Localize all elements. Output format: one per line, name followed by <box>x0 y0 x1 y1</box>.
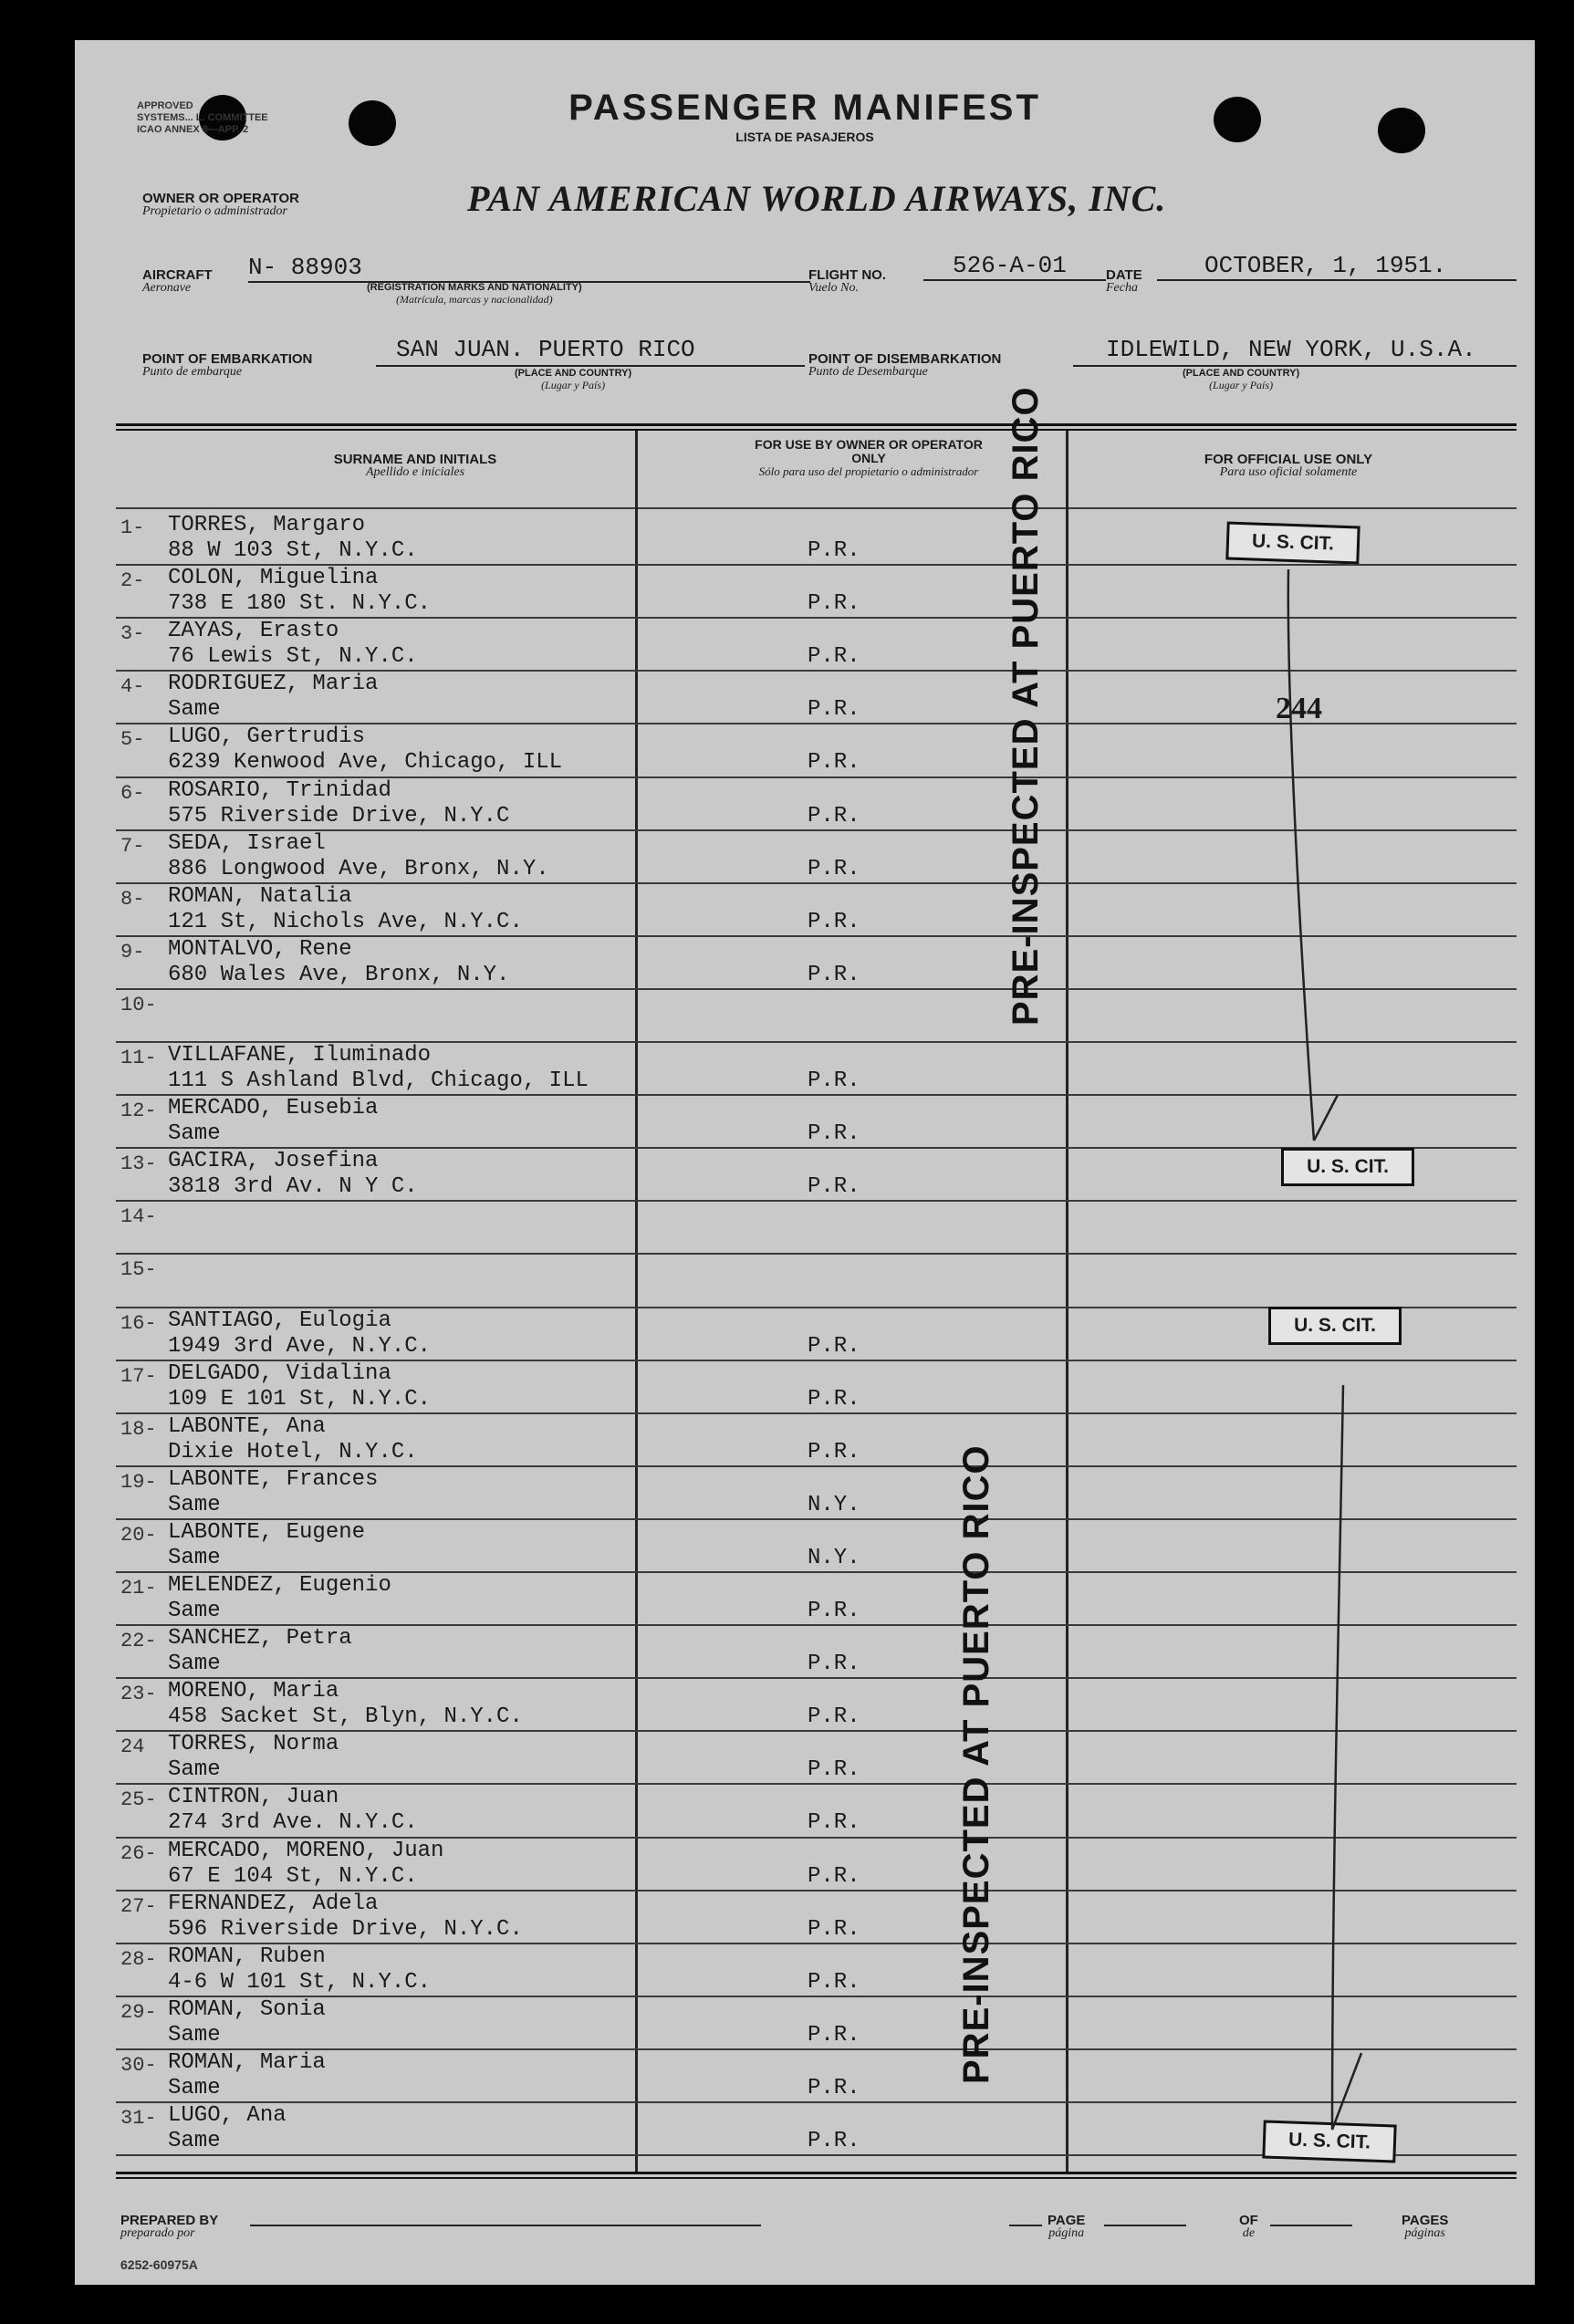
passenger-number: 20- <box>120 1524 157 1547</box>
embarkation-note: (PLACE AND COUNTRY) (Lugar y País) <box>515 368 632 391</box>
passenger-address: Same <box>168 2023 221 2048</box>
passenger-row <box>120 1467 1079 1520</box>
column-header-owner-use: FOR USE BY OWNER OR OPERATOR ONLY Sólo para uso del propietario o administrador <box>755 437 983 478</box>
passenger-code: P.R. <box>808 963 860 987</box>
passenger-address: Same <box>168 1546 221 1570</box>
passenger-row <box>120 1520 1079 1573</box>
embarkation-label: POINT OF EMBARKATION Punto de embarque <box>142 351 313 379</box>
disembarkation-label: POINT OF DISEMBARKATION Punto de Desembarque <box>808 351 1002 379</box>
passenger-number: 29- <box>120 2001 157 2024</box>
passenger-row <box>120 990 1079 1043</box>
disembarkation-value: IDLEWILD, NEW YORK, U.S.A. <box>1106 336 1476 363</box>
passenger-number: 21- <box>120 1577 157 1600</box>
passenger-address: 111 S Ashland Blvd, Chicago, ILL <box>168 1068 589 1093</box>
passenger-code: P.R. <box>808 1704 860 1729</box>
passenger-name: MERCADO, MORENO, Juan <box>168 1839 444 1863</box>
passenger-address: Same <box>168 1599 221 1623</box>
passenger-row <box>120 566 1079 619</box>
us-cit-stamp: U. S. CIT. <box>1262 2120 1396 2162</box>
passenger-code: P.R. <box>808 1174 860 1199</box>
passenger-address: Same <box>168 2129 221 2153</box>
passenger-code: P.R. <box>808 804 860 829</box>
passenger-number: 12- <box>120 1099 157 1122</box>
us-cit-stamp: U. S. CIT. <box>1281 1148 1414 1186</box>
passenger-code: P.R. <box>808 750 860 775</box>
passenger-address: 109 E 101 St, N.Y.C. <box>168 1387 432 1412</box>
passenger-number: 7- <box>120 835 145 858</box>
passenger-name: VILLAFANE, Iluminado <box>168 1043 432 1068</box>
passenger-number: 22- <box>120 1630 157 1652</box>
passenger-code: P.R. <box>808 1864 860 1889</box>
passenger-number: 23- <box>120 1683 157 1705</box>
passenger-number: 13- <box>120 1152 157 1175</box>
passenger-code: P.R. <box>808 1068 860 1093</box>
passenger-number: 27- <box>120 1895 157 1918</box>
passenger-name: ROMAN, Ruben <box>168 1944 326 1969</box>
passenger-number: 28- <box>120 1948 157 1971</box>
passenger-row <box>120 724 1079 777</box>
passenger-name: TORRES, Margaro <box>168 513 366 537</box>
passenger-address: 76 Lewis St, N.Y.C. <box>168 644 418 669</box>
passenger-code: P.R. <box>808 2023 860 2048</box>
passenger-address: Same <box>168 1652 221 1676</box>
passenger-number: 9- <box>120 941 145 964</box>
passenger-code: P.R. <box>808 538 860 563</box>
page-label: PAGE página <box>1048 2213 1086 2240</box>
passenger-name: SANTIAGO, Eulogia <box>168 1308 391 1333</box>
passenger-row <box>120 2103 1079 2156</box>
passenger-name: MERCADO, Eusebia <box>168 1096 379 1120</box>
passenger-number: 11- <box>120 1047 157 1069</box>
passenger-code: P.R. <box>808 857 860 881</box>
passenger-address: Dixie Hotel, N.Y.C. <box>168 1440 418 1464</box>
passenger-code: N.Y. <box>808 1493 860 1517</box>
passenger-row <box>120 619 1079 672</box>
passenger-name: LUGO, Ana <box>168 2103 287 2128</box>
passenger-name: GACIRA, Josefina <box>168 1149 379 1173</box>
prepared-by-label: PREPARED BY preparado por <box>120 2213 219 2240</box>
owner-value: PAN AMERICAN WORLD AIRWAYS, INC. <box>467 178 1167 219</box>
passenger-number: 24 <box>120 1735 145 1758</box>
passenger-number: 17- <box>120 1365 157 1388</box>
passenger-name: CINTRON, Juan <box>168 1785 339 1809</box>
passenger-name: LUGO, Gertrudis <box>168 724 366 749</box>
passenger-address: 274 3rd Ave. N.Y.C. <box>168 1810 418 1835</box>
passenger-name: FERNANDEZ, Adela <box>168 1892 379 1916</box>
passenger-number: 14- <box>120 1205 157 1228</box>
passenger-number: 19- <box>120 1471 157 1494</box>
passenger-number: 8- <box>120 888 145 911</box>
us-cit-stamp: U. S. CIT. <box>1268 1307 1402 1345</box>
passenger-code: P.R. <box>808 1757 860 1782</box>
us-cit-stamp: U. S. CIT. <box>1225 521 1360 564</box>
passenger-name: LABONTE, Eugene <box>168 1520 366 1545</box>
manifest-page <box>75 40 1535 2285</box>
approval-line: ICAO ANNEX 9—APP. 2 <box>137 124 249 135</box>
passenger-name: LABONTE, Frances <box>168 1467 379 1492</box>
passenger-row <box>120 1414 1079 1467</box>
passenger-row <box>120 672 1079 724</box>
passenger-address: 680 Wales Ave, Bronx, N.Y. <box>168 963 510 987</box>
passenger-code: P.R. <box>808 1652 860 1676</box>
passenger-row <box>120 1679 1079 1732</box>
passenger-code: P.R. <box>808 2129 860 2153</box>
passenger-code: N.Y. <box>808 1546 860 1570</box>
passenger-row <box>120 1096 1079 1149</box>
count-stamp: 244 <box>1276 692 1322 725</box>
passenger-address: 738 E 180 St. N.Y.C. <box>168 591 432 616</box>
aircraft-label: AIRCRAFT Aeronave <box>142 267 213 295</box>
passenger-address: Same <box>168 1121 221 1146</box>
passenger-number: 2- <box>120 569 145 592</box>
passenger-address: 886 Longwood Ave, Bronx, N.Y. <box>168 857 549 881</box>
passenger-address: 4-6 W 101 St, N.Y.C. <box>168 1970 432 1995</box>
passenger-code: P.R. <box>808 1440 860 1464</box>
passenger-address: 3818 3rd Av. N Y C. <box>168 1174 418 1199</box>
passenger-name: SEDA, Israel <box>168 831 326 856</box>
approval-line: SYSTEMS... L. COMMITTEE <box>137 112 268 123</box>
passenger-row <box>120 1149 1079 1202</box>
passenger-address: 67 E 104 St, N.Y.C. <box>168 1864 418 1889</box>
passenger-address: Same <box>168 1493 221 1517</box>
form-number: 6252-60975A <box>120 2257 198 2272</box>
passenger-name: RODRIGUEZ, Maria <box>168 672 379 696</box>
passenger-number: 26- <box>120 1842 157 1865</box>
passenger-row <box>120 2050 1079 2103</box>
passenger-number: 31- <box>120 2107 157 2130</box>
passenger-row <box>120 1043 1079 1096</box>
passenger-number: 18- <box>120 1418 157 1441</box>
passenger-address: 1949 3rd Ave, N.Y.C. <box>168 1334 432 1359</box>
passenger-address: 88 W 103 St, N.Y.C. <box>168 538 418 563</box>
passenger-number: 25- <box>120 1788 157 1811</box>
passenger-number: 6- <box>120 782 145 805</box>
passenger-name: SANCHEZ, Petra <box>168 1626 352 1651</box>
passenger-row <box>120 778 1079 831</box>
passenger-name: TORRES, Norma <box>168 1732 339 1756</box>
passenger-code: P.R. <box>808 1121 860 1146</box>
date-value: OCTOBER, 1, 1951. <box>1204 252 1447 279</box>
preinspected-stamp-bottom: PRE-INSPECTED AT PUERTO RICO <box>956 1444 996 2084</box>
passenger-name: MORENO, Maria <box>168 1679 339 1704</box>
passenger-name: ZAYAS, Erasto <box>168 619 339 643</box>
passenger-number: 10- <box>120 994 157 1016</box>
passenger-number: 3- <box>120 622 145 645</box>
passenger-row <box>120 1997 1079 2050</box>
page-subtitle: LISTA DE PASAJEROS <box>735 130 874 144</box>
passenger-code: P.R. <box>808 1387 860 1412</box>
pages-label: PAGES páginas <box>1402 2213 1449 2240</box>
passenger-name: COLON, Miguelina <box>168 566 379 590</box>
passenger-number: 4- <box>120 675 145 698</box>
passenger-number: 1- <box>120 516 145 539</box>
passenger-row <box>120 1255 1079 1308</box>
passenger-row <box>120 1626 1079 1679</box>
preinspected-stamp-top: PRE-INSPECTED AT PUERTO RICO <box>1006 386 1046 1026</box>
of-label: OF de <box>1239 2213 1258 2240</box>
passenger-row <box>120 1944 1079 1997</box>
passenger-row <box>120 513 1079 566</box>
flight-value: 526-A-01 <box>953 252 1067 279</box>
passenger-number: 5- <box>120 728 145 751</box>
passenger-row <box>120 831 1079 884</box>
passenger-code: P.R. <box>808 1599 860 1623</box>
flight-label: FLIGHT NO. Vuelo No. <box>808 267 886 295</box>
passenger-address: 596 Riverside Drive, N.Y.C. <box>168 1917 523 1942</box>
passenger-address: Same <box>168 697 221 722</box>
passenger-name: DELGADO, Vidalina <box>168 1361 391 1386</box>
passenger-row <box>120 1308 1079 1361</box>
passenger-code: P.R. <box>808 1917 860 1942</box>
passenger-number: 15- <box>120 1258 157 1281</box>
passenger-number: 16- <box>120 1312 157 1335</box>
column-header-surname: SURNAME AND INITIALS Apellido e iniciales <box>333 452 497 479</box>
passenger-code: P.R. <box>808 2076 860 2100</box>
passenger-row <box>120 1892 1079 1944</box>
passenger-address: 458 Sacket St, Blyn, N.Y.C. <box>168 1704 523 1729</box>
passenger-code: P.R. <box>808 1334 860 1359</box>
passenger-row <box>120 884 1079 937</box>
passenger-address: Same <box>168 2076 221 2100</box>
disembarkation-note: (PLACE AND COUNTRY) (Lugar y País) <box>1183 368 1300 391</box>
passenger-row <box>120 1732 1079 1785</box>
passenger-name: LABONTE, Ana <box>168 1414 326 1439</box>
column-header-official: FOR OFFICIAL USE ONLY Para uso oficial solamente <box>1204 452 1373 479</box>
passenger-code: P.R. <box>808 644 860 669</box>
passenger-code: P.R. <box>808 1970 860 1995</box>
passenger-address: 575 Riverside Drive, N.Y.C <box>168 804 510 829</box>
page-title: PASSENGER MANIFEST <box>568 88 1041 128</box>
passenger-row <box>120 1785 1079 1838</box>
passenger-address: 6239 Kenwood Ave, Chicago, ILL <box>168 750 563 775</box>
passenger-code: P.R. <box>808 1810 860 1835</box>
approval-line: APPROVED <box>137 100 193 111</box>
date-label: DATE Fecha <box>1106 267 1142 295</box>
passenger-code: P.R. <box>808 697 860 722</box>
owner-label: OWNER OR OPERATOR Propietario o administrador <box>142 191 299 218</box>
aircraft-note: (REGISTRATION MARKS AND NATIONALITY) (Matrícula, marcas y nacionalidad) <box>367 282 582 306</box>
passenger-name: MONTALVO, Rene <box>168 937 352 962</box>
passenger-address: 121 St, Nichols Ave, N.Y.C. <box>168 910 523 934</box>
passenger-name: MELENDEZ, Eugenio <box>168 1573 391 1598</box>
passenger-code: P.R. <box>808 910 860 934</box>
passenger-row <box>120 1361 1079 1414</box>
passenger-name: ROSARIO, Trinidad <box>168 778 391 803</box>
passenger-row <box>120 1202 1079 1255</box>
passenger-row <box>120 1573 1079 1626</box>
passenger-code: P.R. <box>808 591 860 616</box>
passenger-name: ROMAN, Sonia <box>168 1997 326 2022</box>
passenger-name: ROMAN, Natalia <box>168 884 352 909</box>
aircraft-value: N- 88903 <box>248 254 362 281</box>
passenger-row <box>120 1839 1079 1892</box>
embarkation-value: SAN JUAN. PUERTO RICO <box>396 336 695 363</box>
passenger-address: Same <box>168 1757 221 1782</box>
passenger-name: ROMAN, Maria <box>168 2050 326 2075</box>
passenger-row <box>120 937 1079 990</box>
passenger-number: 30- <box>120 2054 157 2077</box>
